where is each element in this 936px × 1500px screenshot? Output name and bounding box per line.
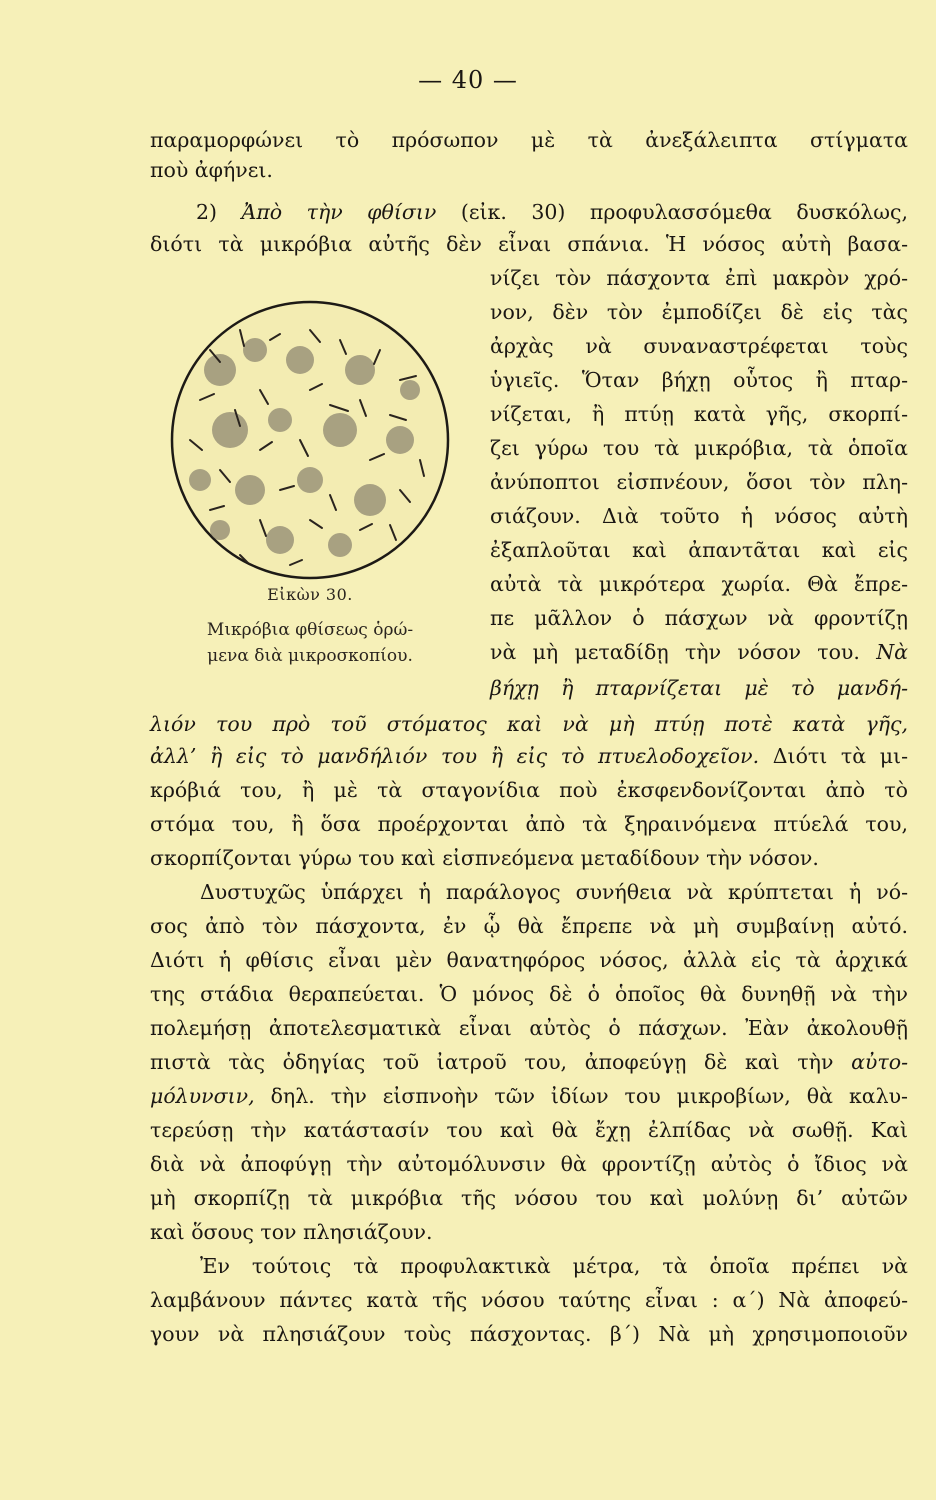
text-line: διὰ νὰ ἀποφύγῃ τὴν αὐτομόλυνσιν θὰ φροντίζῃ αὐτὸς ὁ ἴδιος νὰ bbox=[150, 1152, 908, 1176]
text-line: νὰ μὴ μεταδίδῃ τὴν νόσον του. Νὰ bbox=[490, 640, 908, 664]
text-line: της στάδια θεραπεύεται. Ὁ μόνος δὲ ὁ ὁποῖος θὰ δυνηθῇ νὰ τὴν bbox=[150, 982, 908, 1006]
text-line bbox=[490, 674, 908, 702]
text-line: σιάζουν. Διὰ τοῦτο ἡ νόσος αὐτὴ bbox=[490, 504, 908, 528]
text-line: μὴ σκορπίζῃ τὰ μικρόβια τῆς νόσου του καὶ μολύνῃ δι’ αὐτῶν bbox=[150, 1186, 908, 1210]
text-line: νίζει τὸν πάσχοντα ἐπὶ μακρὸν χρό- bbox=[490, 266, 908, 290]
italic-phrase: βήχῃ ἢ πταρνίζεται μὲ τὸ μανδή- bbox=[490, 676, 908, 700]
text-line: γουν νὰ πλησιάζουν τοὺς πάσχοντας. β΄) Νὰ μὴ χρησιμοποιοῦν bbox=[150, 1322, 908, 1346]
text-line: Δυστυχῶς ὑπάρχει ἡ παράλογος συνήθεια νὰ κρύπτεται ἡ νό- bbox=[200, 880, 908, 904]
text-line: ὑγιεῖς. Ὅταν βήχῃ οὗτος ἢ πταρ- bbox=[490, 368, 908, 392]
figure-caption: Μικρόβια φθίσεως ὁρώ- μενα διὰ μικροσκοπίου. bbox=[206, 620, 414, 666]
text-line: σκορπίζονται γύρω του καὶ εἰσπνεόμενα μεταδίδουν τὴν νόσον. bbox=[150, 846, 819, 870]
text-line: ἀλλ’ ἢ εἰς τὸ μανδήλιόν του ἢ εἰς τὸ πτυελοδοχεῖον. Διότι τὰ μι- bbox=[150, 744, 908, 768]
text-line: νον, δὲν τὸν ἐμποδίζει δὲ εἰς τὰς bbox=[490, 300, 908, 324]
page-number: — 40 — bbox=[418, 66, 518, 94]
text-line: τερεύσῃ τὴν κατάστασίν του καὶ θὰ ἔχῃ ἐλπίδας νὰ σωθῇ. Καὶ bbox=[150, 1118, 908, 1142]
text-line: πολεμήσῃ ἀποτελεσματικὰ εἶναι αὐτὸς ὁ πάσχων. Ἐὰν ἀκολουθῇ bbox=[150, 1016, 908, 1040]
text-line: στόμα του, ἢ ὅσα προέρχονται ἀπὸ τὰ ξηραινόμενα πτύελά του, bbox=[150, 812, 908, 836]
text-line: νίζεται, ἢ πτύῃ κατὰ γῆς, σκορπί- bbox=[490, 402, 908, 426]
text-line: ζει γύρω του τὰ μικρόβια, τὰ ὁποῖα bbox=[490, 436, 908, 460]
text-line: διότι τὰ μικρόβια αὐτῆς δὲν εἶναι σπάνια. Ἡ νόσος αὐτὴ βασα- bbox=[150, 232, 908, 256]
text-line: ἀνύποπτοι εἰσπνέουν, ὅσοι τὸν πλη- bbox=[490, 470, 908, 494]
text-line: ποὺ ἀφήνει. bbox=[150, 158, 273, 182]
text-line: πε μᾶλλον ὁ πάσχων νὰ φροντίζῃ bbox=[490, 606, 908, 630]
italic-phrase: αὐτο- bbox=[851, 1050, 908, 1074]
italic-phrase: Ἀπὸ τὴν φθίσιν bbox=[241, 200, 437, 224]
text-line: ἀρχὰς νὰ συναναστρέφεται τοὺς bbox=[490, 334, 908, 358]
microscope-illustration bbox=[160, 290, 460, 590]
figure-label: Εἰκὼν 30. bbox=[267, 585, 353, 604]
text-line bbox=[150, 710, 908, 738]
italic-phrase: λιόν του πρὸ τοῦ στόματος καὶ νὰ μὴ πτύῃ ποτὲ κατὰ γῆς, bbox=[150, 712, 908, 736]
italic-phrase: Νὰ bbox=[876, 640, 908, 664]
text-line: λαμβάνουν πάντες κατὰ τῆς νόσου ταύτης εἶναι : α΄) Νὰ ἀποφεύ- bbox=[150, 1288, 908, 1312]
text-line: πιστὰ τὰς ὁδηγίας τοῦ ἰατροῦ του, ἀποφεύγῃ δὲ καὶ τὴν αὐτο- bbox=[150, 1050, 908, 1074]
text-line: Διότι ἡ φθίσις εἶναι μὲν θανατηφόρος νόσος, ἀλλὰ εἰς τὰ ἀρχικά bbox=[150, 948, 908, 972]
italic-phrase: μόλυνσιν, bbox=[150, 1084, 255, 1108]
text-line: αὐτὰ τὰ μικρότερα χωρία. Θὰ ἔπρε- bbox=[490, 572, 908, 596]
text-line: μόλυνσιν, δηλ. τὴν εἰσπνοὴν τῶν ἰδίων του μικροβίων, θὰ καλυ- bbox=[150, 1084, 908, 1108]
text-line: Ἐν τούτοις τὰ προφυλακτικὰ μέτρα, τὰ ὁποῖα πρέπει νὰ bbox=[200, 1254, 908, 1278]
text-line: 2) Ἀπὸ τὴν φθίσιν (εἰκ. 30) προφυλασσόμεθα δυσκόλως, bbox=[196, 200, 908, 224]
text-line: κρόβιά του, ἢ μὲ τὰ σταγονίδια ποὺ ἐκσφενδονίζονται ἀπὸ τὸ bbox=[150, 778, 908, 802]
italic-phrase: ἀλλ’ ἢ εἰς τὸ μανδήλιόν του ἢ εἰς τὸ πτυελοδοχεῖον. bbox=[150, 744, 760, 768]
text-line: ἐξαπλοῦται καὶ ἀπαντᾶται καὶ εἰς bbox=[490, 538, 908, 562]
text-line: παραμορφώνει τὸ πρόσωπον μὲ τὰ ἀνεξάλειπτα στίγματα bbox=[150, 128, 908, 152]
text-line: σος ἀπὸ τὸν πάσχοντα, ἐν ᾧ θὰ ἔπρεπε νὰ μὴ συμβαίνῃ αὐτό. bbox=[150, 914, 908, 938]
text-line: καὶ ὅσους τον πλησιάζουν. bbox=[150, 1220, 433, 1244]
